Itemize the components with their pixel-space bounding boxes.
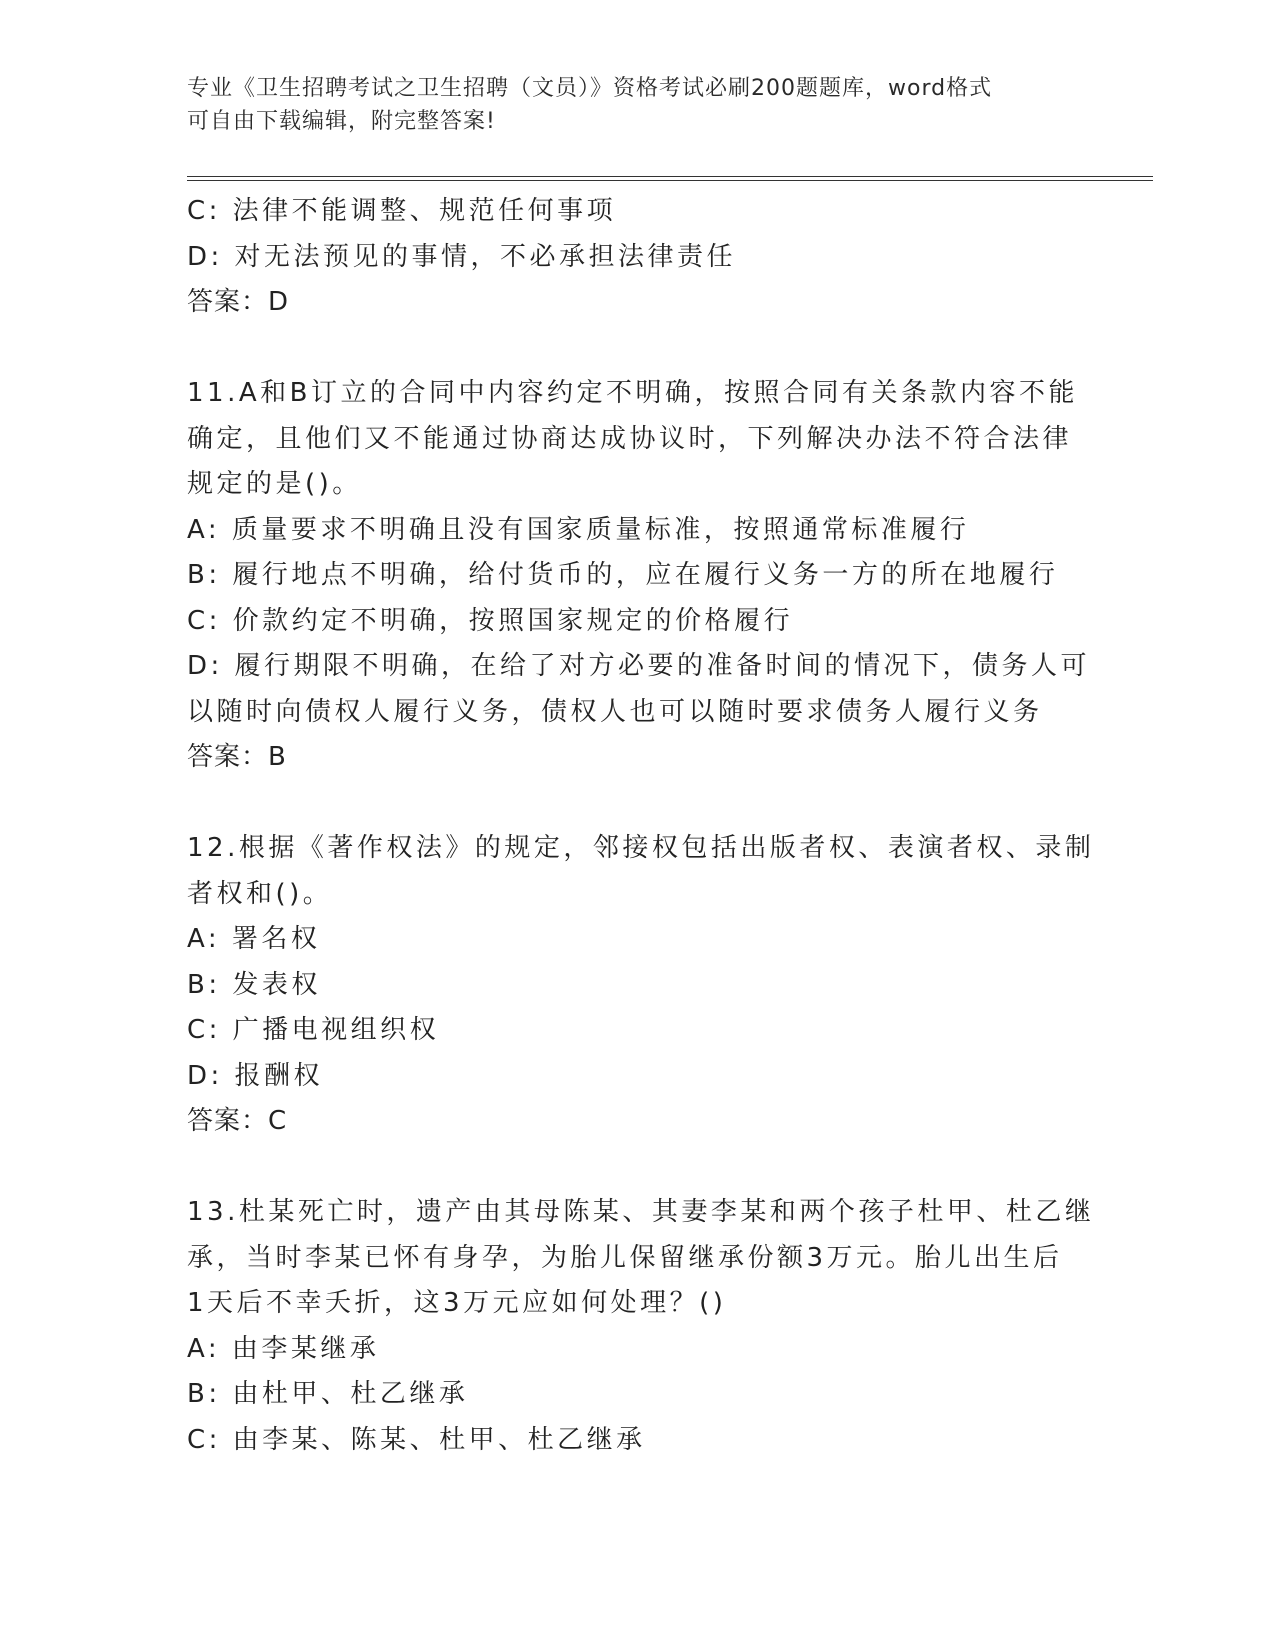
option-d: D: 履行期限不明确，在给了对方必要的准备时间的情况下，债务人可: [187, 651, 1091, 681]
header-line-2: 可自由下载编辑，附完整答案!: [187, 109, 496, 134]
answer-line: 答案：B: [187, 742, 287, 772]
option-c: C: 价款约定不明确，按照国家规定的价格履行: [187, 605, 794, 636]
question-stem: 1天后不幸夭折，这3万元应如何处理？(): [187, 1288, 727, 1318]
question-stem: 规定的是()。: [187, 469, 362, 499]
question-stem: 承，当时李某已怀有身孕，为胎儿保留继承份额3万元。胎儿出生后: [187, 1242, 1063, 1273]
option-a: A: 由李某继承: [187, 1333, 380, 1364]
option-b: B: 由杜甲、杜乙继承: [187, 1379, 469, 1409]
previous-question: [187, 189, 1087, 326]
document-header: [187, 72, 1067, 138]
answer-line: 答案：D: [187, 287, 290, 317]
option-b: B: 发表权: [187, 969, 321, 1000]
spacer: [187, 1145, 1087, 1191]
option-c: C: 由李某、陈某、杜甲、杜乙继承: [187, 1424, 646, 1455]
question-12: [187, 826, 1095, 1145]
option-d-continued: 以随时向债权人履行义务，债权人也可以随时要求债务人履行义务: [187, 696, 1043, 727]
question-11: [187, 371, 1091, 781]
option-b: B: 履行地点不明确，给付货币的，应在履行义务一方的所在地履行: [187, 560, 1059, 590]
header-line-1: 专业《卫生招聘考试之卫生招聘（文员）》资格考试必刷200题题库，word格式: [187, 76, 993, 101]
option-c: C: 广播电视组织权: [187, 1015, 440, 1045]
question-stem: 13.杜某死亡时，遗产由其母陈某、其妻李某和两个孩子杜甲、杜乙继: [187, 1197, 1095, 1227]
question-stem: 确定，且他们又不能通过协商达成协议时，下列解决办法不符合法律: [187, 423, 1073, 454]
option-d: D: 报酬权: [187, 1060, 324, 1091]
option-c: C: 法律不能调整、规范任何事项: [187, 196, 617, 226]
option-a: A: 署名权: [187, 924, 321, 954]
spacer: [187, 781, 1087, 827]
question-stem: 12.根据《著作权法》的规定，邻接权包括出版者权、表演者权、录制: [187, 833, 1095, 863]
question-13: [187, 1190, 1095, 1463]
question-stem: 11.A和B订立的合同中内容约定不明确，按照合同有关条款内容不能: [187, 378, 1078, 408]
option-d: D: 对无法预见的事情，不必承担法律责任: [187, 241, 737, 272]
option-a: A: 质量要求不明确且没有国家质量标准，按照通常标准履行: [187, 514, 970, 545]
question-list: [187, 189, 1095, 1463]
question-stem: 者权和()。: [187, 878, 333, 909]
header-divider: [187, 176, 1153, 181]
spacer: [187, 326, 1087, 372]
answer-line: 答案：C: [187, 1106, 288, 1136]
